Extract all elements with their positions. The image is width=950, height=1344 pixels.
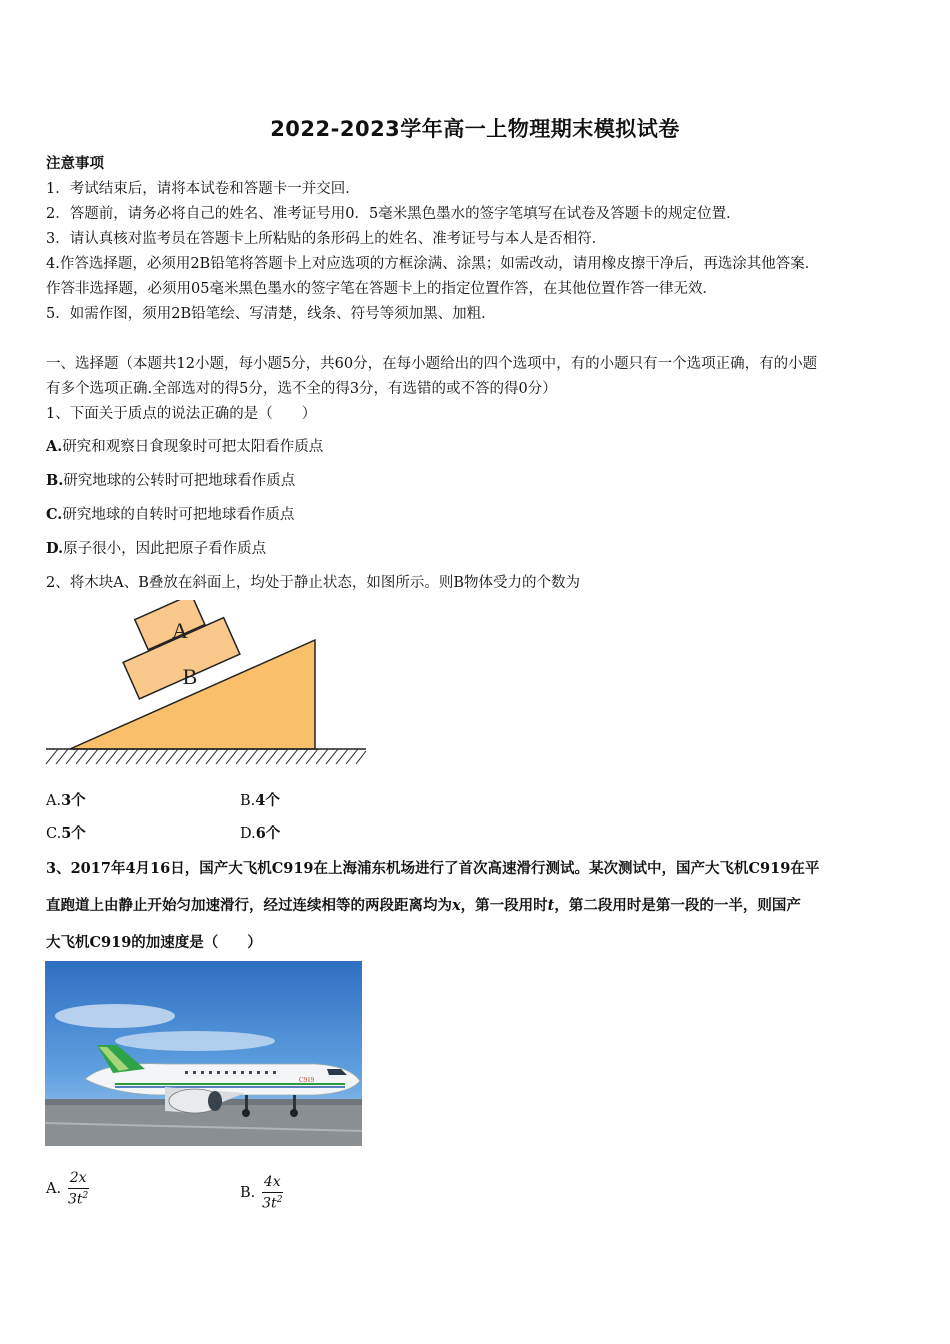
q2-option-a: A.3个 <box>46 792 86 809</box>
q1-option-b: B.研究地球的公转时可把地球看作质点 <box>46 472 296 489</box>
q1-option-d: D.原子很小，因此把原子看作质点 <box>46 540 267 557</box>
notice-item: 5．如需作图，须用2B铅笔绘、写清楚，线条、符号等须加黑、加粗． <box>46 306 496 322</box>
question-3-stem-line3: 大飞机C919的加速度是（ ） <box>46 934 262 951</box>
section-line: 有多个选项正确.全部选对的得5分，选不全的得3分，有选错的或不答的得0分） <box>46 381 557 397</box>
notice-heading: 注意事项 <box>46 155 104 172</box>
plane-tail-text: C919 <box>299 1076 315 1084</box>
q1-option-a: A.研究和观察日食现象时可把太阳看作质点 <box>46 438 324 455</box>
notice-item: 1．考试结束后，请将本试卷和答题卡一并交回． <box>46 181 360 197</box>
q2-option-b: B.4个 <box>240 792 280 809</box>
q3-option-b: B. $\frac{4x}{3t^2}$ <box>240 1174 283 1212</box>
fraction: $\frac{2x}{3t^2}$ <box>67 1170 89 1208</box>
ground-hatching <box>46 749 366 764</box>
q2-option-c: C.5个 <box>46 825 86 842</box>
c919-airplane-photo <box>45 961 362 1146</box>
section-line: 一、选择题（本题共12小题，每小题5分，共60分，在每小题给出的四个选项中，有的小题只有一个选项正确，有的小题 <box>46 356 818 372</box>
q2-option-d: D.6个 <box>240 825 281 842</box>
question-3-stem-line1: 3、2017年4月16日，国产大飞机C919在上海浦东机场进行了首次高速滑行测试。某次测试中，国产大飞机C919在平 <box>46 860 820 877</box>
page-title: 2022-2023学年高一上物理期末模拟试卷 <box>270 117 680 141</box>
incline-diagram <box>44 600 368 772</box>
notice-item: 3．请认真核对监考员在答题卡上所粘贴的条形码上的姓名、准考证号与本人是否相符． <box>46 231 607 247</box>
notice-item: 作答非选择题，必须用05毫米黑色墨水的签字笔在答题卡上的指定位置作答，在其他位置作答一律无效． <box>46 281 717 297</box>
question-2-stem: 2、将木块A、B叠放在斜面上，均处于静止状态，如图所示。则B物体受力的个数为 <box>46 575 581 591</box>
question-3-stem-line2: 直跑道上由静止开始匀加速滑行，经过连续相等的两段距离均为x，第一段用时t，第二段用时是第一段的一半，则国产 <box>46 897 801 914</box>
block-b-label: B <box>182 664 198 689</box>
notice-item: 2．答题前，请务必将自己的姓名、准考证号用0．5毫米黑色墨水的签字笔填写在试卷及答题卡的规定位置． <box>46 206 741 222</box>
notice-item: 4.作答选择题，必须用2B铅笔将答题卡上对应选项的方框涂满、涂黑；如需改动，请用橡皮擦干净后，再选涂其他答案． <box>46 256 820 272</box>
block-a-label: A <box>172 618 188 643</box>
question-1-stem: 1、下面关于质点的说法正确的是（ ） <box>46 406 317 422</box>
q1-option-c: C.研究地球的自转时可把地球看作质点 <box>46 506 295 523</box>
fraction: $\frac{4x}{3t^2}$ <box>262 1174 283 1212</box>
q3-option-a: A. $\frac{2x}{3t^2}$ <box>46 1170 89 1208</box>
